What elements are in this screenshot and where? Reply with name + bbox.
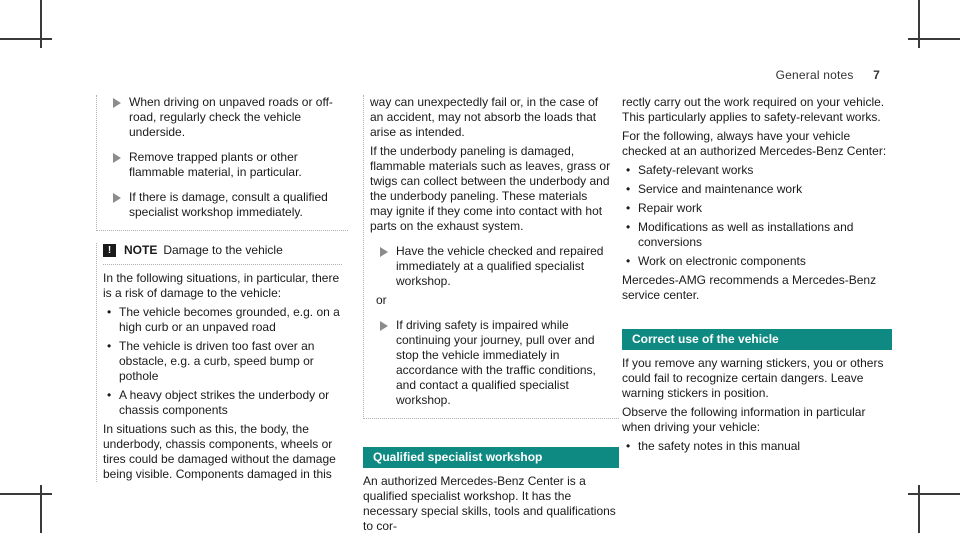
bullet-list xyxy=(622,163,892,269)
step-text: If driving safety is impaired while continuing your journey, pull over and stop the vehicle immediately in accordance with the traffic conditions, and contact a qualified specialist workshop. xyxy=(396,318,596,407)
paragraph: For the following, always have your vehicle checked at an authorized Mercedes-Benz Center: xyxy=(622,129,887,158)
note-box xyxy=(96,243,348,482)
instruction-step xyxy=(370,318,613,408)
note-continuation xyxy=(363,95,619,419)
list-item: • Safety-relevant works xyxy=(622,163,892,178)
arrow-icon xyxy=(113,193,121,203)
crop-mark xyxy=(918,0,920,48)
list-item: • Modifications as well as installations and conversions xyxy=(622,220,892,250)
arrow-icon xyxy=(113,98,121,108)
arrow-icon xyxy=(113,153,121,163)
or-text: or xyxy=(376,293,387,307)
instruction-step xyxy=(103,190,342,220)
instruction-step xyxy=(103,95,342,140)
page-number: 7 xyxy=(873,68,880,82)
crop-mark xyxy=(40,0,42,48)
arrow-icon xyxy=(380,247,388,257)
page-header xyxy=(776,68,880,82)
crop-mark xyxy=(908,38,960,40)
bullet-list xyxy=(622,439,892,454)
crop-mark xyxy=(0,493,52,495)
section-heading: Qualified specialist workshop xyxy=(363,447,619,468)
paragraph: An authorized Mercedes-Benz Center is a qualified specialist workshop. It has the necessary special skills, tools and qualifications to cor- xyxy=(363,474,616,533)
list-item: • The vehicle becomes grounded, e.g. on a high curb or an unpaved road xyxy=(103,305,342,335)
instruction-step xyxy=(370,244,613,289)
crop-mark xyxy=(0,38,52,40)
paragraph: Mercedes-AMG recommends a Mercedes-Benz service center. xyxy=(622,273,877,302)
paragraph: If the underbody paneling is damaged, flammable materials such as leaves, grass or twigs can collect between the underbody and the underbody paneling. These materials may ignite if they come into contact with hot parts on the exhaust system. xyxy=(370,144,611,233)
step-text: When driving on unpaved roads or off-road, regularly check the vehicle underside. xyxy=(129,95,333,139)
paragraph: If you remove any warning stickers, you or others could fail to recognize certain dangers. Leave warning stickers in position. xyxy=(622,356,884,400)
column-2 xyxy=(363,95,619,538)
list-item: • Service and maintenance work xyxy=(622,182,892,197)
column-1 xyxy=(96,95,348,486)
note-header xyxy=(103,243,342,265)
note-intro: In the following situations, in particular, there is a risk of damage to the vehicle: xyxy=(103,271,340,300)
instruction-block xyxy=(96,95,348,231)
section-name: General notes xyxy=(775,68,854,82)
crop-mark xyxy=(908,493,960,495)
note-closing: In situations such as this, the body, the underbody, chassis components, wheels or tires could be damaged without the damage being visible. Components damaged in this xyxy=(103,422,336,481)
list-item: • Work on electronic components xyxy=(622,254,892,269)
list-item: • A heavy object strikes the underbody or chassis components xyxy=(103,388,342,418)
step-text: If there is damage, consult a qualified specialist workshop immediately. xyxy=(129,190,328,219)
paragraph: way can unexpectedly fail or, in the case of an accident, may not absorb the loads that arise as intended. xyxy=(370,95,599,139)
list-item: • Repair work xyxy=(622,201,892,216)
arrow-icon xyxy=(380,321,388,331)
list-item: • the safety notes in this manual xyxy=(622,439,892,454)
note-list xyxy=(103,305,342,418)
note-label: NOTE xyxy=(124,243,158,257)
step-text: Have the vehicle checked and repaired immediately at a qualified specialist workshop. xyxy=(396,244,604,288)
paragraph: Observe the following information in particular when driving your vehicle: xyxy=(622,405,866,434)
list-item: • The vehicle is driven too fast over an obstacle, e.g. a curb, speed bump or pothole xyxy=(103,339,342,384)
step-text: Remove trapped plants or other flammable material, in particular. xyxy=(129,150,302,179)
instruction-step xyxy=(103,150,342,180)
column-3 xyxy=(622,95,892,458)
paragraph: rectly carry out the work required on your vehicle. This particularly applies to safety-relevant works. xyxy=(622,95,885,124)
section-heading: Correct use of the vehicle xyxy=(622,329,892,350)
note-title: Damage to the vehicle xyxy=(163,243,283,257)
warning-icon: ! xyxy=(103,244,116,257)
